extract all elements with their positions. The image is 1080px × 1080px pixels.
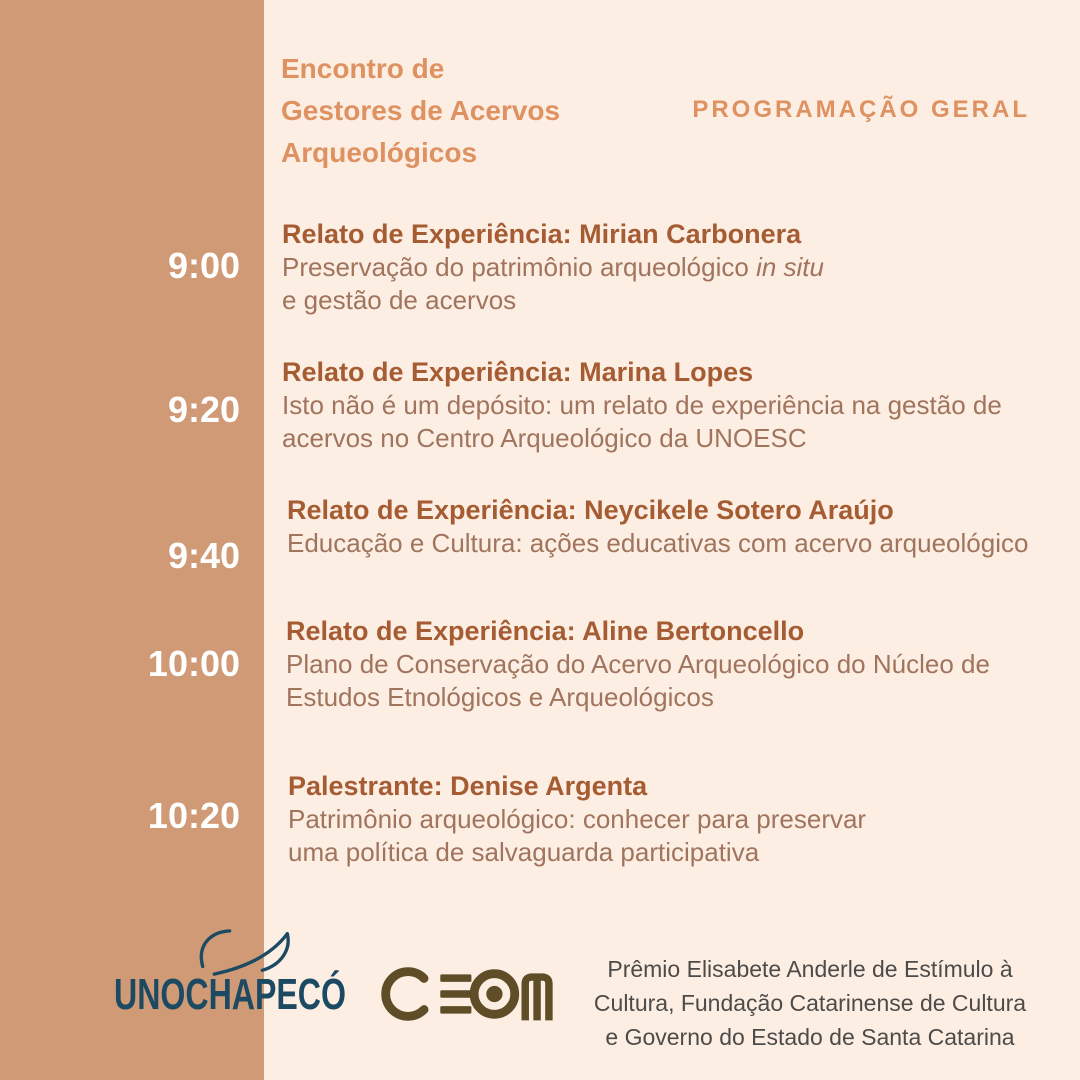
session-desc-line: [282, 251, 1040, 284]
session-desc-text: Preservação do patrimônio arqueológico: [282, 252, 757, 282]
session-desc-line: acervos no Centro Arqueológico da UNOESC: [282, 423, 807, 453]
event-title-line-1: Encontro de: [281, 53, 445, 84]
session-2: [282, 356, 1040, 455]
session-desc-line: Patrimônio arqueológico: conhecer para preservar: [288, 804, 867, 834]
session-time-5: 10:20: [147, 795, 240, 836]
program-label: PROGRAMAÇÃO GERAL: [692, 96, 1030, 123]
session-desc-line: uma política de salvaguarda participativa: [288, 837, 760, 867]
session-title: Relato de Experiência: Mirian Carbonera: [282, 219, 802, 249]
session-desc-line: Educação e Cultura: ações educativas com acervo arqueológico: [287, 528, 1029, 558]
session-title: Relato de Experiência: Neycikele Sotero Araújo: [287, 495, 894, 525]
credit-text: [570, 952, 1050, 1054]
session-time-2: 9:20: [167, 389, 240, 430]
session-time-4: 10:00: [147, 643, 240, 684]
unochapeco-logo: UNOCHAPECÓ: [114, 970, 346, 1019]
event-title-line-3: Arqueológicos: [281, 137, 478, 168]
session-1: [282, 218, 1040, 317]
session-3: [287, 494, 1045, 560]
session-desc-italic: in situ: [756, 252, 824, 282]
session-desc-line: Estudos Etnológicos e Arqueológicos: [286, 682, 714, 712]
session-title: Relato de Experiência: Marina Lopes: [282, 357, 754, 387]
event-title-line-2: Gestores de Acervos: [281, 95, 561, 126]
session-5: [288, 770, 1046, 869]
credit-line-3: e Governo do Estado de Santa Catarina: [605, 1024, 1015, 1050]
credit-line-2: Cultura, Fundação Catarinense de Cultura: [593, 990, 1027, 1016]
session-title: Relato de Experiência: Aline Bertoncello: [286, 616, 805, 646]
session-desc-line: e gestão de acervos: [282, 285, 517, 315]
session-desc-line: Plano de Conservação do Acervo Arqueológico do Núcleo de: [286, 649, 990, 679]
session-time-3: 9:40: [167, 535, 240, 576]
session-time-1: 9:00: [167, 245, 240, 286]
credit-line-1: Prêmio Elisabete Anderle de Estímulo à: [607, 956, 1013, 982]
session-title: Palestrante: Denise Argenta: [288, 771, 648, 801]
ceom-logo: [378, 963, 554, 1025]
session-4: [286, 615, 1044, 714]
event-title: [281, 48, 560, 174]
session-desc-line: Isto não é um depósito: um relato de experiência na gestão de: [282, 390, 1002, 420]
